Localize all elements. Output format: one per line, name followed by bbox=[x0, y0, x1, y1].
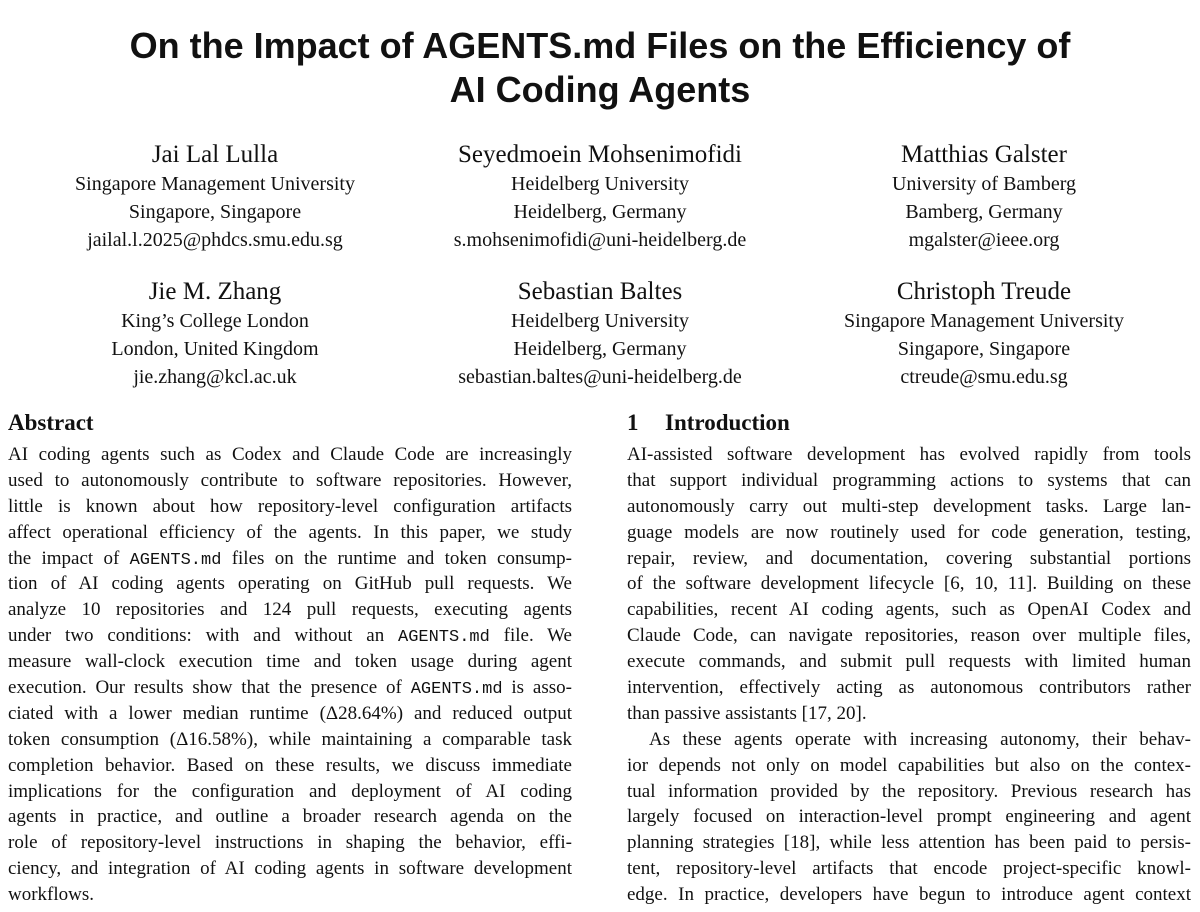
author-email: jie.zhang@kcl.ac.uk bbox=[133, 366, 297, 388]
author-location: London, United Kingdom bbox=[111, 338, 319, 360]
introduction-line: autonomously carry out multi-step development tasks. Large lan- bbox=[627, 495, 1191, 517]
introduction-line: guage models are now routinely used for code generation, testing, bbox=[627, 521, 1191, 543]
abstract-line: affect operational efficiency of the agents. In this paper, we study bbox=[8, 521, 572, 543]
author-block bbox=[400, 140, 800, 254]
introduction-line: edge. In practice, developers have begun to introduce agent context bbox=[627, 884, 1191, 906]
abstract-line: ciated with a lower median runtime (Δ28.64%) and reduced output bbox=[8, 702, 572, 724]
abstract-line: under two conditions: with and without an AGENTS.md file. We bbox=[8, 625, 572, 648]
abstract-line: analyze 10 repositories and 124 pull requests, executing agents bbox=[8, 599, 572, 621]
introduction-line: of the software development lifecycle [6, 10, 11]. Building on these bbox=[627, 573, 1191, 595]
abstract-line: agents in practice, and outline a broader research agenda on the bbox=[8, 806, 572, 828]
abstract-line: tion of AI coding agents operating on GitHub pull requests. We bbox=[8, 573, 572, 595]
abstract-heading: Abstract bbox=[8, 410, 94, 435]
introduction-section bbox=[627, 408, 1191, 908]
introduction-line: than passive assistants [17, 20]. bbox=[627, 702, 867, 724]
paper-title bbox=[40, 24, 1160, 112]
introduction-line: Claude Code, can navigate repositories, reason over multiple files, bbox=[627, 625, 1191, 647]
introduction-line: largely focused on interaction-level prompt engineering and agent bbox=[627, 806, 1191, 828]
author-name: Matthias Galster bbox=[901, 141, 1067, 168]
author-email: ctreude@smu.edu.sg bbox=[900, 366, 1068, 388]
abstract-section bbox=[8, 408, 572, 908]
paper-title-line-2: AI Coding Agents bbox=[449, 69, 751, 110]
abstract-line: execution. Our results show that the presence of AGENTS.md is asso- bbox=[8, 677, 572, 700]
introduction-heading bbox=[627, 408, 1191, 438]
author-affiliation: Heidelberg University bbox=[511, 310, 689, 332]
author-location: Heidelberg, Germany bbox=[513, 201, 687, 223]
introduction-line: tent, repository-level artifacts that encode project-specific knowl- bbox=[627, 858, 1191, 880]
abstract-line: used to autonomously contribute to software repositories. However, bbox=[8, 469, 572, 491]
section-title: Introduction bbox=[665, 410, 790, 435]
abstract-line: little is known about how repository-level configuration artifacts bbox=[8, 495, 572, 517]
inline-code: AGENTS.md bbox=[129, 550, 222, 570]
author-email: mgalster@ieee.org bbox=[908, 229, 1060, 251]
introduction-line: As these agents operate with increasing autonomy, their behav- bbox=[649, 728, 1191, 750]
author-name: Christoph Treude bbox=[896, 278, 1072, 305]
abstract-line: the impact of AGENTS.md files on the runtime and token consump- bbox=[8, 547, 572, 570]
paper-title-line-1: On the Impact of AGENTS.md Files on the Efficiency of bbox=[129, 25, 1071, 66]
author-name: Jie M. Zhang bbox=[148, 278, 282, 305]
abstract-line: ciency, and integration of AI coding agents in software development bbox=[8, 858, 572, 880]
author-location: Bamberg, Germany bbox=[905, 201, 1063, 223]
introduction-line: that support individual programming actions to systems that can bbox=[627, 469, 1191, 491]
section-number: 1 bbox=[627, 410, 639, 435]
abstract-body bbox=[8, 442, 572, 908]
abstract-line: workflows. bbox=[8, 884, 95, 906]
author-location: Singapore, Singapore bbox=[897, 338, 1071, 360]
author-affiliation: Singapore Management University bbox=[75, 173, 355, 195]
introduction-line: intervention, effectively acting as autonomous contributors rather bbox=[627, 677, 1191, 699]
inline-code: AGENTS.md bbox=[398, 628, 490, 648]
author-affiliation: University of Bamberg bbox=[891, 173, 1077, 195]
author-affiliation: King’s College London bbox=[121, 310, 309, 332]
introduction-line: ior depends not only on model capabilities but also on the contex- bbox=[627, 754, 1191, 776]
introduction-line: tual information provided by the repository. Previous research has bbox=[627, 780, 1191, 802]
abstract-line: token consumption (Δ16.58%), while maintaining a comparable task bbox=[8, 728, 572, 750]
introduction-line: execute commands, and submit pull requests with limited human bbox=[627, 651, 1191, 673]
author-block bbox=[400, 277, 800, 391]
author-block bbox=[784, 140, 1184, 254]
author-name: Sebastian Baltes bbox=[517, 278, 683, 305]
introduction-line: repair, review, and documentation, covering substantial portions bbox=[627, 547, 1191, 569]
author-email: jailal.l.2025@phdcs.smu.edu.sg bbox=[87, 229, 343, 251]
author-block bbox=[15, 277, 415, 391]
author-name: Jai Lal Lulla bbox=[151, 141, 279, 168]
author-name: Seyedmoein Mohsenimofidi bbox=[458, 141, 742, 168]
introduction-line: planning strategies [18], while less attention has been paid to persis- bbox=[627, 832, 1191, 854]
abstract-line: implications for the configuration and deployment of AI coding bbox=[8, 780, 572, 802]
author-affiliation: Singapore Management University bbox=[844, 310, 1124, 332]
author-block bbox=[784, 277, 1184, 391]
introduction-line: capabilities, recent AI coding agents, such as OpenAI Codex and bbox=[627, 599, 1191, 621]
author-affiliation: Heidelberg University bbox=[511, 173, 689, 195]
introduction-line: AI-assisted software development has evolved rapidly from tools bbox=[627, 444, 1191, 465]
author-location: Singapore, Singapore bbox=[128, 201, 302, 223]
abstract-line: completion behavior. Based on these results, we discuss immediate bbox=[8, 754, 572, 776]
abstract-line: AI coding agents such as Codex and Claude Code are increasingly bbox=[8, 444, 572, 465]
introduction-body bbox=[627, 442, 1191, 908]
inline-code: AGENTS.md bbox=[410, 680, 503, 700]
author-email: sebastian.baltes@uni-heidelberg.de bbox=[458, 366, 742, 388]
author-location: Heidelberg, Germany bbox=[513, 338, 687, 360]
author-block bbox=[15, 140, 415, 254]
author-email: s.mohsenimofidi@uni-heidelberg.de bbox=[453, 229, 747, 251]
abstract-line: measure wall-clock execution time and token usage during agent bbox=[8, 651, 572, 673]
abstract-line: role of repository-level instructions in shaping the behavior, effi- bbox=[8, 832, 572, 854]
